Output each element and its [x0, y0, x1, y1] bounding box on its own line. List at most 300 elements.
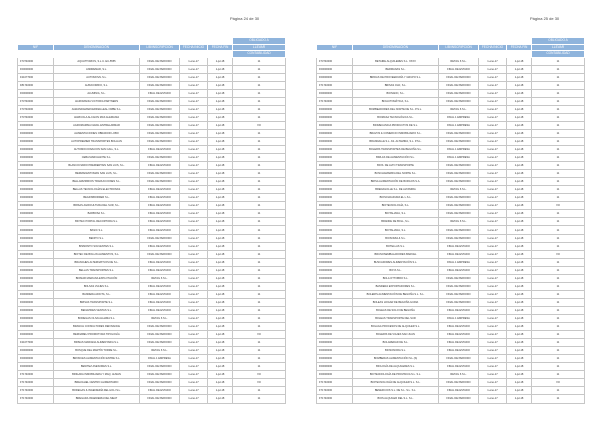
cell-fecha-fin: 1-jul-18 [208, 234, 233, 242]
cell-denominacion: BIOS. DE ALTO TRANSPORTE [353, 162, 439, 170]
cell-nif: F00000000 [317, 146, 353, 154]
cell-inscripcion: FINAL DE PERIODO [439, 274, 479, 282]
cell-llevar: 11 [233, 65, 286, 73]
table-row [18, 226, 286, 234]
cell-fecha-inicio: 1-ene-17 [479, 65, 507, 73]
cell-denominacion: BRISAS TRANSPORTE S.L. [54, 298, 140, 306]
cell-inscripcion: FINAL DE PERIODO [439, 290, 479, 298]
cell-nif: F00000000 [317, 347, 353, 355]
cell-denominacion: BIOAUTOMÁTICA, S.L. [353, 97, 439, 105]
cell-fecha-inicio: 1-ene-17 [479, 73, 507, 81]
cell-nif: F00000000 [317, 258, 353, 266]
table-row [18, 395, 286, 403]
cell-nif: F00000000 [18, 323, 54, 331]
cell-inscripcion: FINAL DE ESTADO [439, 339, 479, 347]
cell-inscripcion: FINAL DE ESTADO [439, 363, 479, 371]
table-row [317, 226, 585, 234]
cell-denominacion: BELLARIZRIRIOS TRADUCCIONES S.L. [54, 178, 140, 186]
cell-llevar: 11 [233, 105, 286, 113]
cell-llevar: XO [532, 202, 585, 210]
cell-inscripcion: RETAIL 6 S.L. [140, 315, 180, 323]
cell-denominacion: BIOMAR MARIANA EXPLOTACIÓN [54, 274, 140, 282]
cell-inscripcion: FINAL DE ESTADO [140, 89, 180, 97]
cell-llevar: 11 [233, 194, 286, 202]
cell-nif: F00000000 [317, 363, 353, 371]
cell-llevar: 11 [532, 395, 585, 403]
cell-fecha-fin: 1-jul-18 [208, 57, 233, 65]
table-row [317, 347, 585, 355]
cell-nif: F21077000 [18, 339, 54, 347]
cell-fecha-inicio: 1-ene-17 [180, 387, 208, 395]
cell-inscripcion: FINAL DE ESTADO [140, 210, 180, 218]
cell-fecha-inicio: 1-ene-17 [479, 266, 507, 274]
cell-fecha-inicio: 1-ene-17 [479, 371, 507, 379]
cell-nif: F00000000 [18, 242, 54, 250]
cell-inscripcion: FINAL DE PERIODO [439, 282, 479, 290]
cell-nif: F71740000 [317, 387, 353, 395]
cell-fecha-inicio: 1-ene-17 [180, 274, 208, 282]
header-fecha-fin: FECHA FIN [208, 44, 233, 51]
header-fecha-fin: FECHA FIN [507, 44, 532, 51]
cell-fecha-fin: 1-jul-18 [507, 298, 532, 306]
cell-llevar: 11 [532, 347, 585, 355]
table-row [317, 290, 585, 298]
cell-denominacion: BOLAGA PROCESOS DE ALQUILER S.L. [353, 323, 439, 331]
table-row [317, 315, 585, 323]
cell-denominacion: BRUNOSEMBALADORES BARCEL [353, 250, 439, 258]
cell-fecha-inicio: 1-ene-17 [180, 146, 208, 154]
cell-llevar: 11 [532, 146, 585, 154]
cell-nif: F71740000 [317, 97, 353, 105]
cell-llevar: 11 [532, 363, 585, 371]
cell-nif: F00000000 [317, 282, 353, 290]
cell-llevar: 11 [532, 57, 585, 65]
cell-fecha-fin: 1-jul-18 [507, 121, 532, 129]
cell-nif: F00000000 [18, 170, 54, 178]
cell-llevar: 11 [233, 395, 286, 403]
cell-denominacion: BIOTEC PORTAL RECORTORA S.L. [54, 218, 140, 226]
cell-llevar: 11 [233, 202, 286, 210]
header-llevar: LLEVAR [532, 44, 585, 51]
cell-inscripcion: FINAL DE ESTADO [439, 323, 479, 331]
cell-denominacion: BRISAS MARIANA ALIMENTARIA S.L. [54, 339, 140, 347]
cell-fecha-fin: 1-jul-18 [507, 146, 532, 154]
cell-nif: F00000000 [317, 186, 353, 194]
cell-denominacion: BOLERIS DE VIAJES SAN JUAN [353, 331, 439, 339]
cell-fecha-fin: 1-jul-18 [507, 306, 532, 314]
cell-fecha-inicio: 1-ene-17 [479, 226, 507, 234]
table-row [18, 73, 286, 81]
table-row [18, 57, 286, 65]
cell-nif: F00000000 [317, 178, 353, 186]
cell-llevar: 11 [532, 170, 585, 178]
cell-fecha-fin: 1-jul-18 [507, 339, 532, 347]
cell-fecha-fin: 1-jul-18 [208, 146, 233, 154]
cell-llevar: 11 [233, 154, 286, 162]
cell-llevar: 11 [233, 298, 286, 306]
cell-inscripcion: FINAL DE ESTADO [140, 186, 180, 194]
cell-inscripcion: FINAL DE PERIODO [140, 178, 180, 186]
cell-inscripcion: FINAL DE ESTADO [140, 226, 180, 234]
table-row [18, 210, 286, 218]
table-row [18, 363, 286, 371]
cell-llevar: 11 [532, 81, 585, 89]
cell-fecha-fin: 1-jul-18 [507, 258, 532, 266]
cell-fecha-inicio: 1-ene-17 [479, 339, 507, 347]
table-row [18, 162, 286, 170]
table-row [317, 234, 585, 242]
cell-fecha-fin: 1-jul-18 [507, 242, 532, 250]
cell-llevar: 11 [233, 266, 286, 274]
cell-fecha-inicio: 1-ene-17 [180, 234, 208, 242]
cell-inscripcion: FINAL DE PERIODO [140, 105, 180, 113]
table-row [317, 250, 585, 258]
cell-nif: F00000000 [18, 178, 54, 186]
table-row [18, 218, 286, 226]
cell-fecha-inicio: 1-ene-17 [479, 387, 507, 395]
cell-fecha-fin: 1-jul-18 [507, 170, 532, 178]
cell-fecha-fin: 1-jul-18 [208, 162, 233, 170]
table-row [317, 331, 585, 339]
table-row [317, 162, 585, 170]
cell-fecha-fin: 1-jul-18 [208, 331, 233, 339]
table-row [317, 121, 585, 129]
cell-nif: F00000000 [317, 331, 353, 339]
cell-denominacion: BOLERIS ALIMENTACIÓN DE BEGOÑA S.L. S.L. [353, 290, 439, 298]
cell-fecha-inicio: 1-ene-17 [180, 339, 208, 347]
cell-llevar: 11 [532, 258, 585, 266]
cell-inscripcion: FINAL DE ESTADO [140, 266, 180, 274]
cell-nif: F00000000 [317, 274, 353, 282]
cell-fecha-fin: 1-jul-18 [507, 57, 532, 65]
cell-llevar: 11 [233, 81, 286, 89]
cell-fecha-inicio: 1-ene-17 [180, 129, 208, 137]
cell-fecha-fin: 1-jul-18 [208, 250, 233, 258]
cell-nif: F00000000 [317, 226, 353, 234]
cell-inscripcion: FINAL DE PERIODO [140, 395, 180, 403]
cell-inscripcion: FINAL DE ESTADO [439, 266, 479, 274]
cell-denominacion: BRANDE DE BOLL, S.L. [353, 218, 439, 226]
cell-fecha-inicio: 1-ene-17 [180, 258, 208, 266]
cell-fecha-inicio: 1-ene-17 [180, 379, 208, 387]
cell-nif: F00000000 [317, 242, 353, 250]
cell-fecha-fin: 1-jul-18 [507, 178, 532, 186]
cell-fecha-fin: 1-jul-18 [208, 290, 233, 298]
cell-llevar: 11 [532, 73, 585, 81]
table-row [317, 89, 585, 97]
cell-inscripcion: FINAL DE PERIODO [439, 170, 479, 178]
table-row [317, 137, 585, 145]
cell-nif: F73740000 [18, 57, 54, 65]
table-row [18, 89, 286, 97]
cell-fecha-inicio: 1-ene-17 [180, 89, 208, 97]
cell-fecha-fin: 1-jul-18 [208, 387, 233, 395]
cell-inscripcion: FINAL DE PERIODO [439, 194, 479, 202]
cell-fecha-inicio: 1-ene-17 [180, 355, 208, 363]
cell-nif: F73740000 [317, 57, 353, 65]
table-row [18, 178, 286, 186]
cell-fecha-inicio: 1-ene-17 [479, 315, 507, 323]
cell-fecha-fin: 1-jul-18 [208, 65, 233, 73]
cell-denominacion: BEGINSBORDER S.L. [54, 194, 140, 202]
cell-denominacion: ALIMENTACIONES OBRADOR LOBO [54, 129, 140, 137]
cell-nif: F00000000 [18, 89, 54, 97]
cell-denominacion: BOLA OTTOBRO S.L. [353, 274, 439, 282]
cell-llevar: 11 [532, 89, 585, 97]
cell-llevar: 11 [233, 218, 286, 226]
cell-fecha-fin: 1-jul-18 [208, 113, 233, 121]
cell-llevar: 11 [233, 355, 286, 363]
table-row [18, 290, 286, 298]
cell-fecha-fin: 1-jul-18 [507, 202, 532, 210]
cell-nif: F00000000 [18, 186, 54, 194]
cell-llevar: XO [233, 379, 286, 387]
cell-inscripcion: FINAL DE PERIODO [439, 73, 479, 81]
cell-fecha-inicio: 1-ene-17 [479, 81, 507, 89]
cell-fecha-inicio: 1-ene-17 [180, 121, 208, 129]
cell-nif: F71740000 [18, 379, 54, 387]
cell-llevar: 11 [233, 282, 286, 290]
cell-llevar: 11 [233, 347, 286, 355]
cell-denominacion: BIOTALIANA, S.L. [353, 226, 439, 234]
cell-nif: F00000000 [317, 170, 353, 178]
cell-llevar: 11 [532, 113, 585, 121]
cell-denominacion: BOLERIS TRANSPORTES DE BEGOÑA S.L. [353, 146, 439, 154]
cell-inscripcion: FINAL DE ESTADO [140, 298, 180, 306]
register-table [17, 37, 286, 404]
table-body [18, 57, 286, 403]
cell-nif: F00000000 [18, 298, 54, 306]
cell-fecha-fin: 1-jul-18 [507, 226, 532, 234]
cell-nif: F71740000 [317, 395, 353, 403]
cell-fecha-fin: 1-jul-18 [507, 395, 532, 403]
table-row [18, 331, 286, 339]
cell-llevar: 11 [532, 137, 585, 145]
table-row [317, 186, 585, 194]
cell-llevar: 11 [532, 323, 585, 331]
cell-fecha-inicio: 1-ene-17 [180, 347, 208, 355]
cell-denominacion: BANDERA EXPORTADORES S.L. [353, 282, 439, 290]
header-llevar: LLEVAR [233, 44, 286, 51]
cell-fecha-fin: 1-jul-18 [507, 137, 532, 145]
header-inscripcion: LIB/INSCRIPCIÓN [140, 44, 180, 51]
cell-denominacion: BODEGAS & INGENIERÍA DEL HOLI S.L. [54, 387, 140, 395]
table-row [317, 81, 585, 89]
cell-nif: F00000000 [18, 347, 54, 355]
table-row [18, 65, 286, 73]
cell-fecha-fin: 1-jul-18 [507, 315, 532, 323]
cell-fecha-fin: 1-jul-18 [208, 121, 233, 129]
table-row [317, 242, 585, 250]
cell-inscripcion: FINAL DE PERIODO [140, 234, 180, 242]
table-row [18, 379, 286, 387]
cell-inscripcion: FINAL DE ESTADO [439, 306, 479, 314]
cell-denominacion: BIOTECNOLOGÍA DE PROVINCIA S.L. S.L. [353, 371, 439, 379]
table-row [18, 154, 286, 162]
cell-nif: F00000000 [317, 210, 353, 218]
cell-fecha-fin: 1-jul-18 [507, 218, 532, 226]
cell-nif: F00000000 [18, 234, 54, 242]
cell-llevar: 11 [233, 89, 286, 97]
table-row [317, 57, 585, 65]
cell-llevar: 11 [233, 113, 286, 121]
cell-inscripcion: FINAL DE PERIODO [140, 73, 180, 81]
cell-fecha-inicio: 1-ene-17 [479, 89, 507, 97]
cell-inscripcion: FINAL DE ESTADO [140, 306, 180, 314]
cell-inscripcion: FINAL DE PERIODO [140, 65, 180, 73]
cell-fecha-inicio: 1-ene-17 [180, 395, 208, 403]
cell-inscripcion: FINAL DE PERIODO [439, 234, 479, 242]
cell-fecha-fin: 1-jul-18 [507, 250, 532, 258]
table-row [317, 355, 585, 363]
cell-llevar: 11 [233, 97, 286, 105]
cell-inscripcion: FINAL DE PERIODO [140, 323, 180, 331]
page-number-label: Página 24 de 30 [230, 16, 260, 21]
cell-fecha-fin: 1-jul-18 [208, 73, 233, 81]
table-body [317, 57, 585, 403]
cell-inscripcion: FINAL DE ESTADO [140, 162, 180, 170]
cell-llevar: 11 [233, 242, 286, 250]
cell-denominacion: BERNABEU PROMOTORA TIPOLOGÍA [54, 331, 140, 339]
cell-inscripcion: FINAL DE PERIODO [140, 363, 180, 371]
cell-fecha-inicio: 1-ene-17 [180, 170, 208, 178]
cell-fecha-fin: 1-jul-18 [507, 129, 532, 137]
cell-fecha-inicio: 1-ene-17 [479, 347, 507, 355]
cell-denominacion: BREUGHEL CENTRO ALIMENTARIO [54, 379, 140, 387]
cell-fecha-fin: 1-jul-18 [208, 266, 233, 274]
table-row [317, 218, 585, 226]
table-row [18, 97, 286, 105]
cell-denominacion: AGROMANIA VICTORIA PARTNERS [54, 97, 140, 105]
cell-nif: F00000000 [18, 218, 54, 226]
cell-nif: F00000000 [18, 363, 54, 371]
cell-fecha-inicio: 1-ene-17 [479, 129, 507, 137]
cell-llevar: 11 [532, 105, 585, 113]
table-row [317, 202, 585, 210]
table-row [18, 186, 286, 194]
cell-denominacion: BOLAREDAD DE S.L. [353, 339, 439, 347]
table-row [18, 282, 286, 290]
cell-llevar: 11 [532, 218, 585, 226]
table-row [317, 258, 585, 266]
cell-nif: F00000000 [317, 137, 353, 145]
table-row [317, 105, 585, 113]
cell-fecha-fin: 1-jul-18 [208, 363, 233, 371]
cell-nif: F00000000 [18, 266, 54, 274]
cell-fecha-fin: 1-jul-18 [507, 210, 532, 218]
cell-fecha-inicio: 1-ene-17 [180, 315, 208, 323]
cell-llevar: 11 [233, 387, 286, 395]
cell-fecha-fin: 1-jul-18 [208, 89, 233, 97]
cell-nif: F73740000 [18, 105, 54, 113]
cell-llevar: 11 [532, 154, 585, 162]
cell-fecha-fin: 1-jul-18 [208, 210, 233, 218]
cell-fecha-inicio: 1-ene-17 [180, 210, 208, 218]
cell-fecha-fin: 1-jul-18 [507, 194, 532, 202]
cell-fecha-fin: 1-jul-18 [208, 258, 233, 266]
cell-fecha-inicio: 1-ene-17 [180, 57, 208, 65]
cell-llevar: 11 [532, 371, 585, 379]
cell-llevar: 11 [233, 258, 286, 266]
cell-fecha-inicio: 1-ene-17 [180, 331, 208, 339]
cell-denominacion: BIRLAS DE ALIMENTACIÓN S.L. [353, 154, 439, 162]
cell-denominacion: AUTOMOVIL S.L. [54, 73, 140, 81]
cell-nif: F00000000 [18, 202, 54, 210]
cell-nif: F00000000 [18, 137, 54, 145]
cell-llevar: 11 [532, 178, 585, 186]
cell-fecha-inicio: 1-ene-17 [479, 105, 507, 113]
cell-fecha-fin: 1-jul-18 [208, 170, 233, 178]
cell-fecha-fin: 1-jul-18 [208, 395, 233, 403]
cell-fecha-fin: 1-jul-18 [208, 323, 233, 331]
cell-inscripcion: FINAL DE ESTADO [140, 202, 180, 210]
table-row [18, 298, 286, 306]
cell-denominacion: ALBUCORRIO, S.L. [54, 81, 140, 89]
cell-denominacion: BOMBERAS ALIMENTACIÓN S.L.(S) [353, 355, 439, 363]
table-row [18, 387, 286, 395]
cell-fecha-fin: 1-jul-18 [208, 178, 233, 186]
cell-inscripcion: FINAL DE PERIODO [140, 129, 180, 137]
cell-fecha-inicio: 1-ene-17 [479, 355, 507, 363]
header-fecha-inicio: FECHA INICIO [479, 44, 507, 51]
cell-fecha-inicio: 1-ene-17 [180, 81, 208, 89]
table-row [18, 113, 286, 121]
cell-fecha-inicio: 1-ene-17 [479, 379, 507, 387]
cell-fecha-inicio: 1-ene-17 [479, 97, 507, 105]
cell-fecha-fin: 1-jul-18 [507, 371, 532, 379]
cell-fecha-fin: 1-jul-18 [208, 218, 233, 226]
cell-fecha-fin: 1-jul-18 [208, 105, 233, 113]
cell-llevar: XO [532, 250, 585, 258]
cell-fecha-inicio: 1-ene-17 [180, 186, 208, 194]
cell-denominacion: ANDREMAR, S.L. [54, 65, 140, 73]
cell-llevar: 11 [532, 290, 585, 298]
cell-fecha-inicio: 1-ene-17 [479, 170, 507, 178]
header-obligado: OBLIGADO A [233, 38, 286, 45]
table-row [18, 347, 286, 355]
cell-denominacion: BERMANAS S.L. [353, 65, 439, 73]
cell-fecha-inicio: 1-ene-17 [180, 298, 208, 306]
cell-denominacion: BASIC S.L. [54, 226, 140, 234]
cell-inscripcion: FINAL DE PERIODO [140, 97, 180, 105]
cell-inscripcion: FINAL DE PERIODO [439, 379, 479, 387]
cell-denominacion: BODEGAS OLIVA ALHAMA S.L. [54, 315, 140, 323]
cell-llevar: 11 [532, 387, 585, 395]
table-row [317, 194, 585, 202]
cell-inscripcion: RETAIL 6 S.L. [439, 371, 479, 379]
cell-llevar: XO [233, 331, 286, 339]
cell-denominacion: BIOSOLDADURA EL L.S.L. [353, 194, 439, 202]
cell-fecha-fin: 1-jul-18 [208, 242, 233, 250]
cell-fecha-inicio: 1-ene-17 [180, 113, 208, 121]
cell-llevar: 11 [532, 210, 585, 218]
cell-llevar: 11 [233, 186, 286, 194]
cell-denominacion: AUTOMOCIONACION SAN CALL, S.L. [54, 146, 140, 154]
cell-llevar: 11 [532, 97, 585, 105]
cell-fecha-fin: 1-jul-18 [507, 323, 532, 331]
cell-inscripcion: FINAL DE ESTADO [140, 242, 180, 250]
cell-nif: F00000000 [317, 65, 353, 73]
cell-nif: F00000000 [18, 121, 54, 129]
cell-llevar: 11 [233, 137, 286, 145]
cell-fecha-inicio: 1-ene-17 [479, 202, 507, 210]
cell-denominacion: BENITO S.L. [54, 234, 140, 242]
cell-llevar: 11 [233, 210, 286, 218]
cell-denominacion: BRANCHES ALTERNATIVOS DE S.L. [54, 258, 140, 266]
cell-fecha-fin: 1-jul-18 [208, 371, 233, 379]
cell-fecha-inicio: 1-ene-17 [180, 226, 208, 234]
cell-denominacion: BRANCH CONSULTORES REFINANCE [54, 323, 140, 331]
